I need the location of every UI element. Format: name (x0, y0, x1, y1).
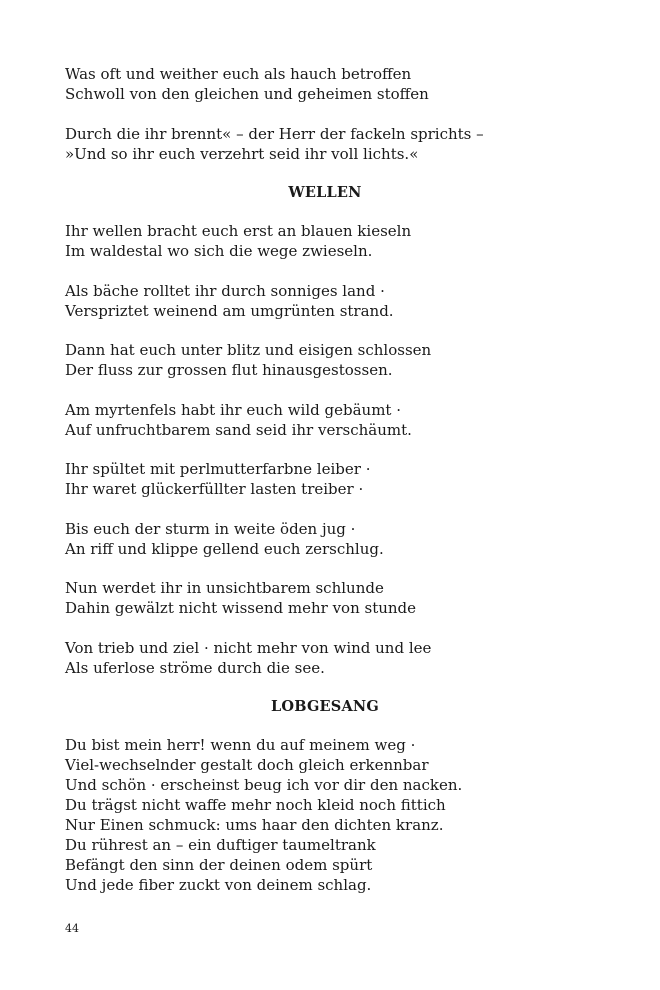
verse-line: Dahin gewälzt nicht wissend mehr von stunde (65, 599, 417, 617)
verse-line: Ihr spültet mit perlmutterfarbne leiber · (65, 460, 371, 478)
wellen-stanza-3 (65, 340, 605, 380)
verse-line: Auf unfruchtbarem sand seid ihr verschäumt. (65, 420, 412, 439)
verse-line: Durch die ihr brennt« – der Herr der fackeln sprichts – (65, 124, 484, 143)
verse-line: Nur Einen schmuck: ums haar den dichten kranz. (65, 816, 444, 834)
verse-line: Verspriztet weinend am umgrünten strand. (65, 301, 394, 320)
verse-line: Und jede fiber zuckt von deinem schlag. (65, 876, 372, 894)
poem-title-lobgesang: LOBGESANG (271, 698, 379, 715)
verse-line: Von trieb und ziel · nicht mehr von wind und lee (65, 638, 432, 657)
page-number: 44 (65, 922, 79, 935)
verse-line: Bis euch der sturm in weite öden jug · (65, 519, 356, 538)
verse-line: Befängt den sinn der deinen odem spürt (65, 856, 373, 874)
verse-line: Im waldestal wo sich die wege zwieseln. (65, 242, 373, 260)
wellen-stanza-7 (65, 578, 605, 618)
page-body (65, 64, 605, 915)
verse-line: Ihr waret glückerfüllter lasten treiber · (65, 480, 364, 498)
verse-line: Als bäche rolltet ihr durch sonniges land · (65, 281, 385, 300)
wellen-stanza-4 (65, 400, 605, 440)
verse-line: Du rührest an – ein duftiger taumeltrank (65, 836, 376, 854)
verse-line: Viel-wechselnder gestalt doch gleich erkennbar (65, 756, 429, 774)
verse-line: Was oft und weither euch als hauch betroffen (65, 65, 412, 83)
verse-line: »Und so ihr euch verzehrt seid ihr voll lichts.« (65, 144, 419, 163)
wellen-stanza-5 (65, 459, 605, 499)
wellen-stanza-2 (65, 281, 605, 321)
verse-line: Am myrtenfels habt ihr euch wild gebäumt · (65, 400, 401, 419)
verse-line: Der fluss zur grossen flut hinausgestossen. (65, 361, 393, 379)
verse-line: Und schön · erscheinst beug ich vor dir den nacken. (65, 776, 463, 794)
poem-title-wellen: WELLEN (288, 184, 362, 201)
opening-stanza-1 (65, 64, 605, 104)
verse-line: Ihr wellen bracht euch erst an blauen kieseln (65, 222, 412, 240)
wellen-stanza-6 (65, 519, 605, 559)
verse-line: Du bist mein herr! wenn du auf meinem weg · (65, 736, 416, 754)
opening-stanza-2 (65, 124, 605, 164)
verse-line: Nun werdet ihr in unsichtbarem schlunde (65, 579, 384, 597)
verse-line: An riff und klippe gellend euch zerschlug. (65, 539, 384, 558)
verse-line: Dann hat euch unter blitz und eisigen schlossen (65, 341, 432, 359)
verse-line: Du trägst nicht waffe mehr noch kleid noch fittich (65, 796, 446, 814)
verse-line: Schwoll von den gleichen und geheimen stoffen (65, 85, 429, 103)
lobgesang-stanza (65, 735, 605, 895)
verse-line: Als uferlose ströme durch die see. (65, 658, 325, 677)
wellen-stanza-8 (65, 638, 605, 678)
wellen-stanza-1 (65, 221, 605, 261)
